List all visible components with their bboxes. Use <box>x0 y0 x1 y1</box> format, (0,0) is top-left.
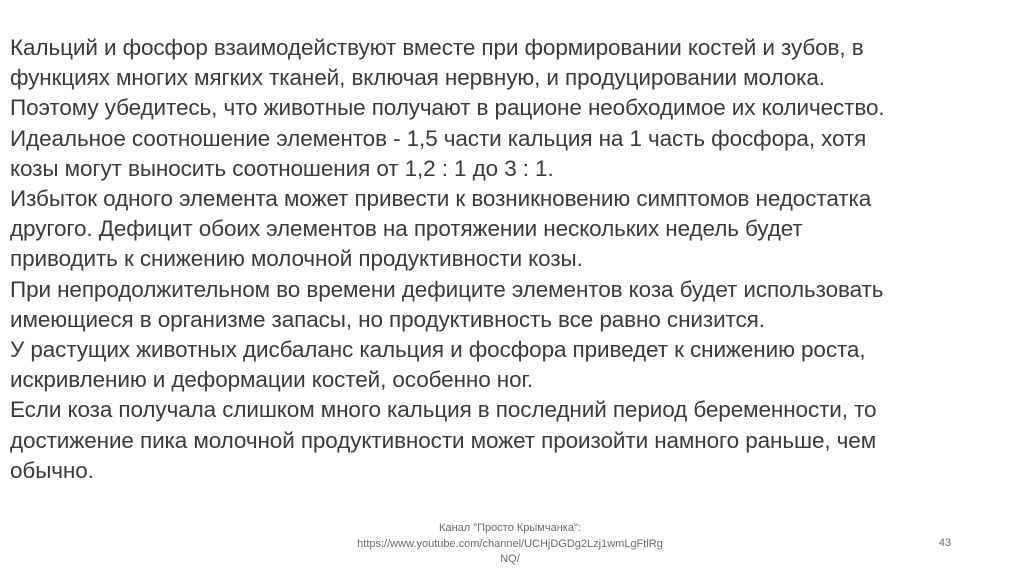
footer-source-line: Канал "Просто Крымчанка": <box>439 522 581 534</box>
body-line: козы могут выносить соотношения от 1,2 : 1 до 3 : 1. <box>10 155 554 181</box>
footer-source-link[interactable]: https://www.youtube.com/channel/UCHjDGDg2Lzj1wmLgFtlRg <box>357 537 663 550</box>
body-line: имеющиеся в организме запасы, но продуктивность все равно снизится. <box>10 306 765 332</box>
body-line: Кальций и фосфор взаимодействуют вместе при формировании костей и зубов, в <box>10 35 864 60</box>
slide-body-text <box>10 33 1020 486</box>
body-line: Поэтому убедитесь, что животные получают в рационе необходимое их количество. <box>10 95 885 121</box>
body-line: другого. Дефицит обоих элементов на протяжении нескольких недель будет <box>10 216 803 242</box>
body-line: Избыток одного элемента может привести к возникновению симптомов недостатка <box>10 186 872 212</box>
body-line: Если коза получала слишком много кальция в последний период беременности, то <box>10 397 877 423</box>
body-line: искривлению и деформации костей, особенно ног. <box>10 367 534 393</box>
body-line: При непродолжительном во времени дефиците элементов коза будет использовать <box>10 276 884 302</box>
page-number: 43 <box>938 537 952 549</box>
body-line: приводить к снижению молочной продуктивности козы. <box>10 246 583 272</box>
body-line: Идеальное соотношение элементов - 1,5 части кальция на 1 часть фосфора, хотя <box>10 125 867 151</box>
footer-source <box>290 521 730 568</box>
body-line: У растущих животных дисбаланс кальция и фосфора приведет к снижению роста, <box>10 337 866 363</box>
body-line: достижение пика молочной продуктивности может произойти намного раньше, чем <box>10 427 877 453</box>
body-line: функциях многих мягких тканей, включая нервную, и продуцировании молока. <box>10 65 825 91</box>
footer-source-line: NQ/ <box>500 553 520 565</box>
body-line: обычно. <box>10 457 94 483</box>
